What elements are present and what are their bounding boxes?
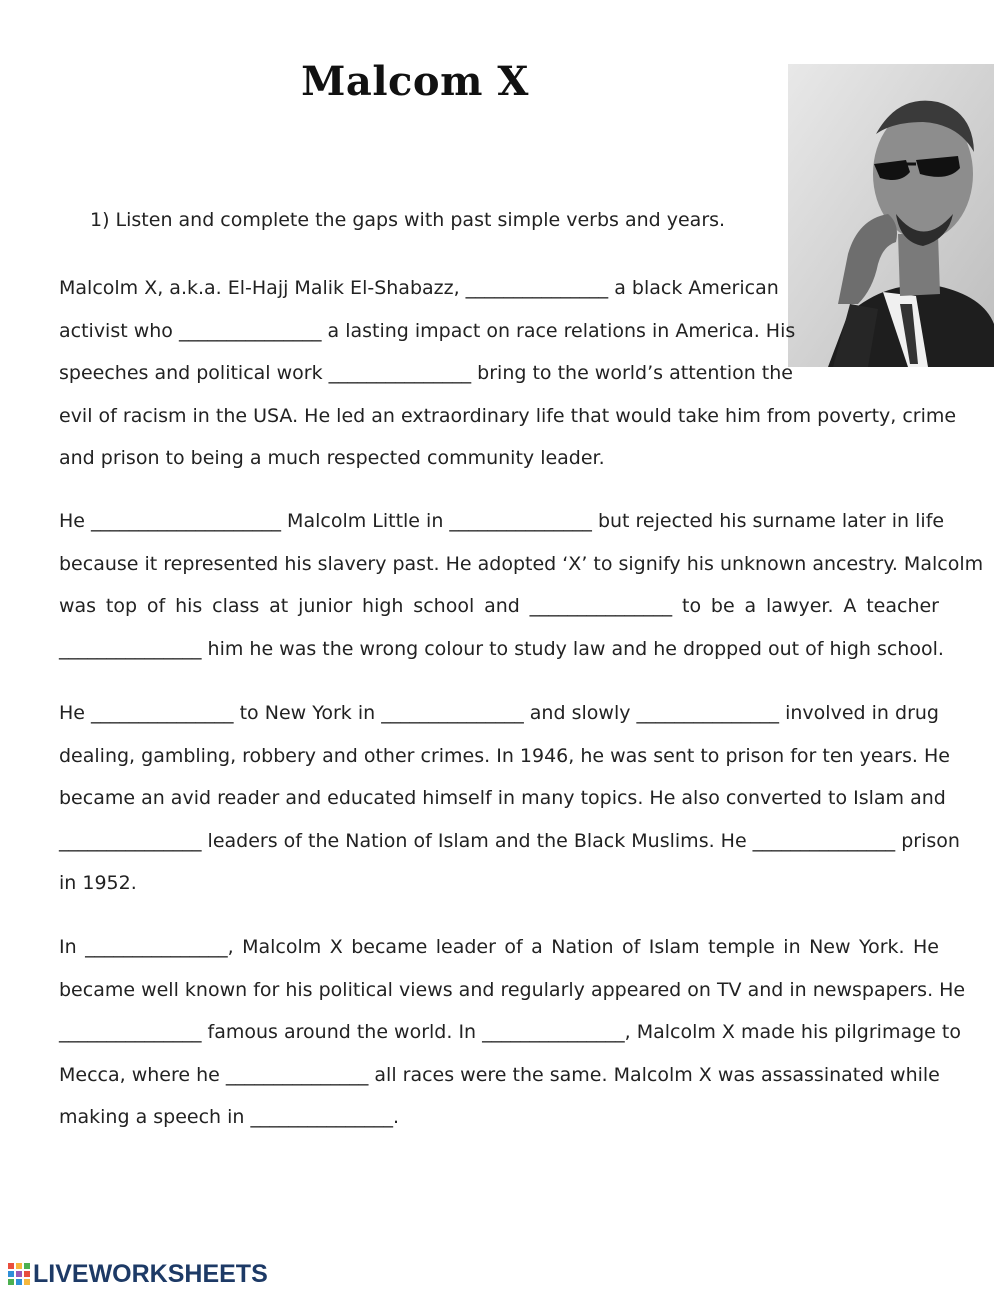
paragraph-line: because it represented his slavery past. He adopted ‘X’ to signify his unknown ancestry. Malcolm xyxy=(59,552,984,575)
paragraph-line: activist who _______________ a lasting impact on race relations in America. His xyxy=(59,319,796,342)
liveworksheets-logo[interactable] xyxy=(8,1258,268,1290)
paragraph-line: Malcolm X, a.k.a. El-Hajj Malik El-Shabazz, _______________ a black American xyxy=(59,277,779,299)
paragraph-line: Mecca, where he _______________ all races were the same. Malcolm X was assassinated while xyxy=(59,1063,940,1086)
logo-text: LIVEWORKSHEETS xyxy=(33,1259,268,1288)
paragraph-4 xyxy=(59,926,966,1139)
paragraph-line: was top of his class at junior high school and _______________ to be a lawyer. A teacher xyxy=(59,595,939,617)
paragraph-line: _______________ him he was the wrong colour to study law and he dropped out of high school. xyxy=(59,637,944,660)
paragraph-line: dealing, gambling, robbery and other crimes. In 1946, he was sent to prison for ten years. He xyxy=(59,744,950,767)
paragraph-line: In _______________, Malcolm X became leader of a Nation of Islam temple in New York. He xyxy=(59,936,939,958)
paragraph-line: _______________ leaders of the Nation of Islam and the Black Muslims. He _______________ prison xyxy=(59,829,960,852)
paragraph-line: became an avid reader and educated himself in many topics. He also converted to Islam and xyxy=(59,787,946,809)
worksheet-title: Malcom X xyxy=(301,58,529,105)
paragraph-line: He _______________ to New York in _______________ and slowly _______________ involved in drug xyxy=(59,702,939,724)
paragraph-2 xyxy=(59,500,984,670)
paragraph-line: He ____________________ Malcolm Little in _______________ but rejected his surname later in life xyxy=(59,510,945,532)
paragraph-line: became well known for his political views and regularly appeared on TV and in newspapers. He xyxy=(59,978,966,1001)
paragraph-line: and prison to being a much respected community leader. xyxy=(59,447,605,469)
paragraph-1 xyxy=(59,267,957,480)
instruction-text: 1) Listen and complete the gaps with past simple verbs and years. xyxy=(90,209,726,231)
paragraph-line: making a speech in _______________. xyxy=(59,1106,400,1128)
paragraph-line: in 1952. xyxy=(59,872,137,894)
paragraph-3 xyxy=(59,692,960,905)
liveworksheets-logo-icon xyxy=(8,1263,30,1285)
paragraph-line: evil of racism in the USA. He led an extraordinary life that would take him from poverty, crime xyxy=(59,404,957,427)
paragraph-line: speeches and political work _______________ bring to the world’s attention the xyxy=(59,362,793,384)
paragraph-line: _______________ famous around the world. In _______________, Malcolm X made his pilgrimage to xyxy=(59,1021,961,1043)
